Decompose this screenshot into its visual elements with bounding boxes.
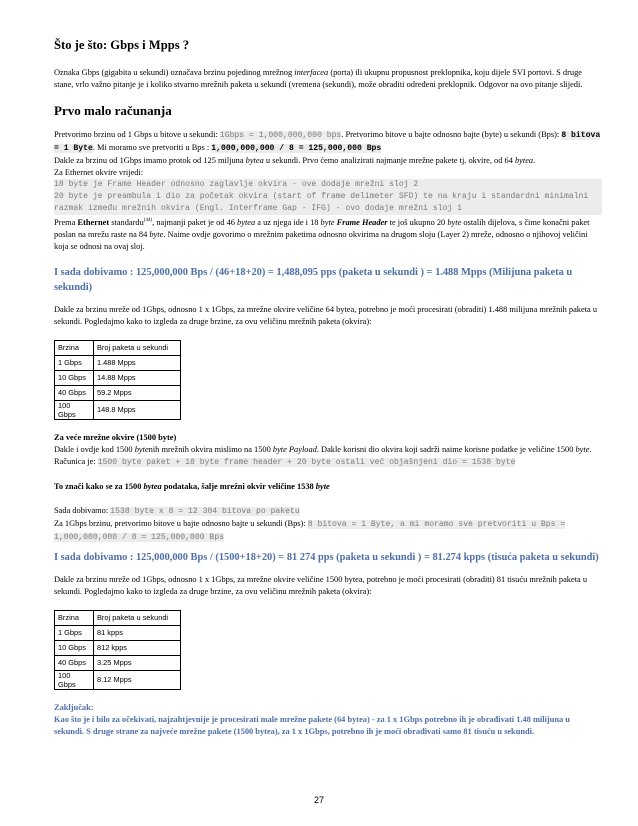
page-title: Što je što: Gbps i Mpps ? xyxy=(54,38,190,52)
conclusion-label: Zaključak: xyxy=(54,702,94,712)
table-row: 10 Gbps 14.88 Mpps xyxy=(55,370,181,385)
table-header-row: Brzina Broj paketa u sekundi xyxy=(55,610,181,625)
document-page xyxy=(54,38,602,738)
page-number: 27 xyxy=(313,795,324,805)
large-line-3: Sada dobivamo: 1538 byte x 8 = 12 304 bitova po paketu xyxy=(54,505,300,516)
large-line-2: Računica je: 1500 byte paket + 18 byte frame header + 20 byte ostali već objašnjeni dio = 1538 byte xyxy=(54,456,516,467)
table-header-row: Brzina Broj paketa u sekundi xyxy=(55,340,181,355)
table-row: 1 Gbps 1.488 Mpps xyxy=(55,355,181,370)
section-heading: Prvo malo računanja xyxy=(54,103,172,118)
table-row: 40 Gbps 59.2 Mpps xyxy=(55,385,181,400)
table-row: 10 Gbps 812 kpps xyxy=(55,640,181,655)
code-preamble: 20 byte je preambula i dio za početak okvira (start of frame delimeter SFD) te na kraju i standardni minimalni razmak između mrežnih okvira (Engl. Interframe Gap - IFG) - ovo dodaje mrežni sloj 1 xyxy=(54,191,602,215)
large-line-1: Dakle i ovdje kod 1500 bytenih mrežnih okvira mislimo na 1500 byte Payload. Dakle korisni dio okvira koji sadrži naime korisne podatke je veličine 1500 byte. xyxy=(54,444,592,454)
table-row: 40 Gbps 3.25 Mpps xyxy=(55,655,181,670)
calc-line-2: Dakle za brzinu od 1Gbps imamo protok od 125 miljuna bytea u sekundi. Prvo ćemo analizirati najmanje mrežne pakete tj. okvire, od 64 bytea. xyxy=(54,156,536,165)
calc-line-3: Za Ethernet okvire vrijedi: xyxy=(54,168,144,177)
result-1500-byte: I sada dobivamo : 125,000,000 Bps / (1500+18+20) = 81 274 pps (paketa u sekundi ) = 81.274 kpps (tisuća paketa u sekundi) xyxy=(54,551,599,563)
paragraph-1500-byte: Dakle za brzinu mreže od 1Gbps, odnosno 1 x 1Gbps, za mrežne okvire veličine 1500 bytea, potrebno je moći procesirati (obraditi) 81 tisuću mrežnih paketa u sekundi. Pogledajmo kako to izgleda za druge brzine, za ovu veličinu mrežnih paketa (okvira): xyxy=(54,574,588,596)
result-64-byte: I sada dobivamo : 125,000,000 Bps / (46+18+20) = 1,488,095 pps (paketa u sekundi ) = 1.488 Mpps (Milijuna paketa u sekundi) xyxy=(54,266,573,293)
conclusion-text: Kao što je i bilo za očekivati, najzahtjevnije je procesirati male mrežne pakete (64 bytea) - za 1 x 1Gbps potrebno ih je obrađivati 1.48 milijuna u sekundi. S druge strane za najveće mrežne pakete (1500 bytea), za 1 x 1Gbps, potrebno ih je moći obrađivati samo 81 tisuću u sekundi. xyxy=(54,714,570,736)
table-64-byte xyxy=(54,340,181,420)
large-frames-heading: Za veće mrežne okvire (1500 byte) xyxy=(54,432,177,442)
large-line-4: Za 1Gbps brzinu, pretvorimo bitove u bajte odnosno bajte u sekundi (Bps): 8 bitova = 1 Byte, a mi moramo sve pretvoriti u Bps = 1,000,000,000 / 8 = 125,000,000 Bps xyxy=(54,518,566,542)
table-row: 1 Gbps 81 kpps xyxy=(55,625,181,640)
code-frame-header: 18 byte je Frame Header odnosno zaglavlje okvira - ove dodaje mrežni sloj 2 xyxy=(54,179,602,191)
paragraph-64-byte: Dakle za brzinu mreže od 1Gbps, odnosno 1 x 1Gbps, za mrežne okvire veličine 64 bytea, potrebno je moći procesirati (obraditi) 1.488 milijuna mrežnih paketa u sekundi. Pogledajmo kako to izgleda za druge brzine, za ovu veličinu mrežnih paketa (okvira): xyxy=(54,304,598,326)
table-1500-byte xyxy=(54,610,181,690)
intro-paragraph: Oznaka Gbps (gigabita u sekundi) označava brzinu pojedinog mrežnog interfacea (porta) ili ukupnu propusnost preklopnika, koju dijele SVI portovi. S druge stane, vrlo važno pitanje je i koliko stvarno mrežnih paketa u sekundi (vremena (sekundi), može obraditi određeni preklopnik. Odgovor na ovo pitanje slijedi. xyxy=(54,68,583,89)
calc-line-4: Prema Ethernet standardu$^{(44)}$, najmanji paket je od 46 bytea a uz njega ide i 18 byte Frame Header te još ukupno 20 byte ostalih dijelova, s čime konačni paket poslan na mrežu raste na 84 byte. Naime ovdje govorimo o mrežnim paketima odnosno okvirima na drugom sloju (Layer 2) mreže, odnosno o njihovoj veličini koja se odnosi na ovaj sloj. xyxy=(54,217,590,251)
calc-line-1: Pretvorimo brzinu od 1 Gbps u bitove u sekundi: 1Gbps = 1,000,000,000 bps. Pretvorimo bitove u bajte odnosno bajte (byte) u sekundi (Bps): 8 bitova = 1 Byte. Mi moramo sve pretvoriti u Bps : 1,000,000,000 / 8 = 125,000,000 Bps xyxy=(54,130,601,153)
table-row: 100 Gbps 148.8 Mpps xyxy=(55,400,181,419)
table-row: 100 Gbps 8.12 Mpps xyxy=(55,670,181,689)
large-bold-line: To znači kako se za 1500 bytea podataka, šalje mrežni okvir veličine 1538 byte xyxy=(54,481,330,491)
